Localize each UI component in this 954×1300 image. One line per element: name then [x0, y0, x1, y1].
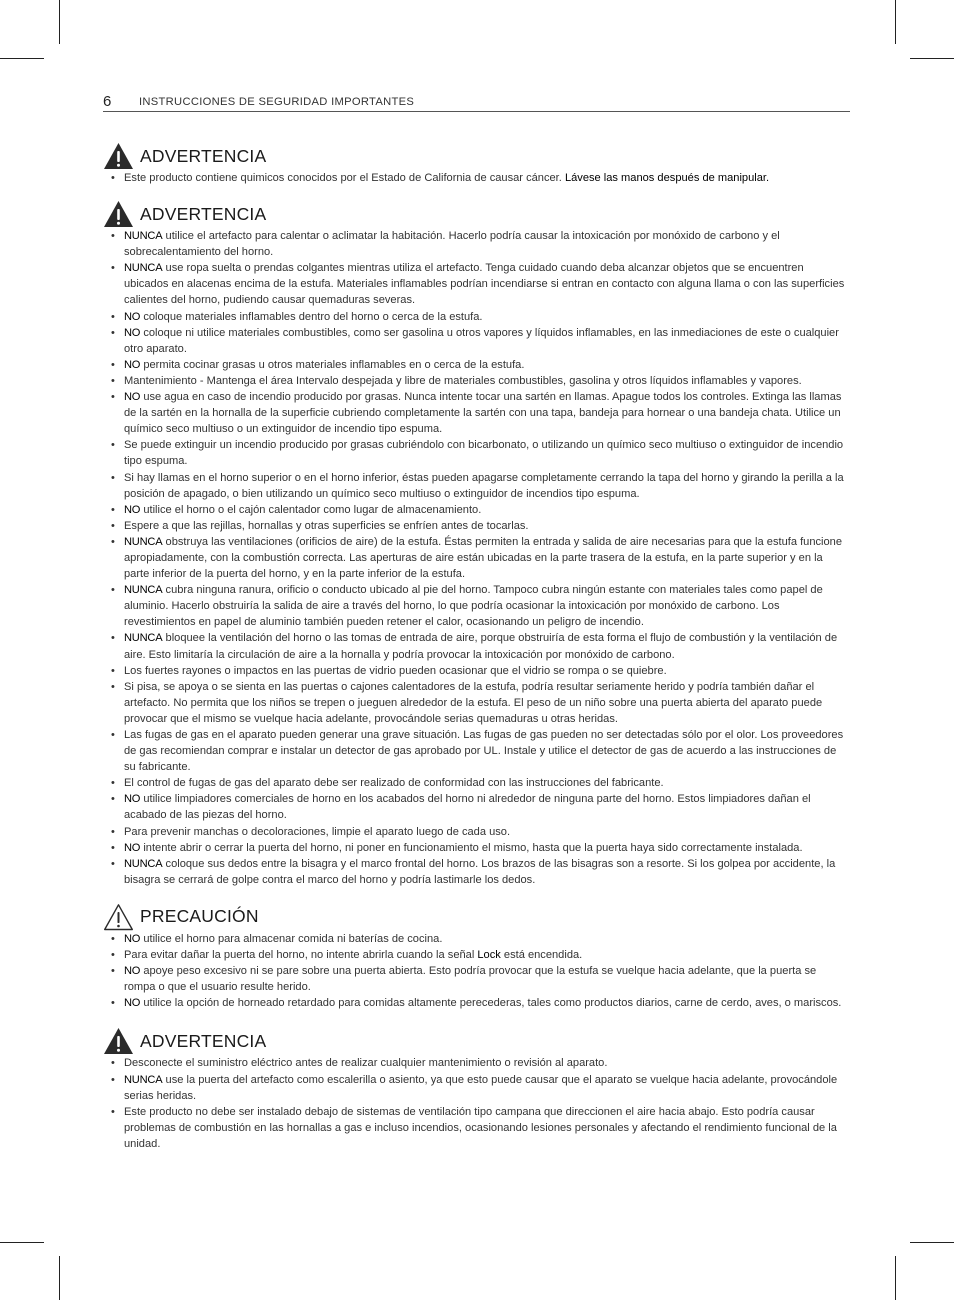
emphasis-text: Lock	[477, 949, 501, 962]
section-header	[103, 142, 850, 170]
item-text: use la puerta del artefacto como escalerilla o asiento, ya que esto puede causar que el aparato se vuelque hacia adelante, provocándole serias heridas.	[124, 1073, 838, 1102]
bullet-list	[103, 170, 850, 186]
list-item	[103, 1104, 850, 1152]
safety-content	[103, 142, 850, 1152]
list-item	[103, 582, 850, 630]
list-item	[103, 824, 850, 840]
item-text: utilice el horno para almacenar comida ni baterías de cocina.	[140, 932, 443, 945]
item-text: permita cocinar grasas u otros materiales inflamables en o cerca de la estufa.	[140, 358, 525, 371]
item-text: apoye peso excesivo ni se pare sobre una puerta abierta. Esto podría provocar que la estufa se vuelque hacia adelante, que la puerta se rompa o que el usuario resulte herido.	[124, 965, 817, 994]
item-text: Se puede extinguir un incendio producido por grasas cubriéndolo con bicarbonato, o utilizando un químico seco multiuso o extinguidor de incendio tipo espuma.	[124, 439, 844, 468]
list-item	[103, 840, 850, 856]
list-item	[103, 373, 850, 389]
keyword: NO	[124, 391, 141, 404]
item-text: utilice limpiadores comerciales de horno en los acabados del horno ni alrededor de ninguna parte del horno. Estos limpiadores dañan el acabado de las piezas del horno.	[124, 793, 811, 822]
list-item	[103, 502, 850, 518]
item-text: coloque sus dedos entre la bisagra y el marco frontal del horno. Los brazos de las bisagras son a resorte. Si los golpea por accidente, la bisagra se cerrará de golpe contra el marco del horno y podría lastimarle los dedos.	[124, 857, 836, 886]
emphasis-text: Lávese las manos después de manipular.	[564, 172, 770, 184]
keyword: NUNCA	[124, 262, 163, 275]
keyword: NUNCA	[124, 230, 163, 243]
item-text: cubra ninguna ranura, orificio o conducto ubicado al pie del horno. Tampoco cubra ningún estante con materiales tales como papel de aluminio. Hacerlo obstruiría la salida de aire a través del horno, lo que podría ocasionar la intoxicación por monóxido de carbono. Los revestimientos en papel de aluminio también pueden retener el calor, ocasionando un peligro de incendio.	[124, 584, 823, 629]
crop-mark	[0, 58, 44, 59]
keyword: NO	[124, 932, 141, 945]
item-text: El control de fugas de gas del aparato debe ser realizado de conformidad con las instrucciones del fabricante.	[124, 777, 664, 790]
safety-section	[103, 903, 850, 1011]
item-text: Este producto contiene quimicos conocidos por el Estado de California de causar cáncer.	[124, 172, 565, 184]
list-item	[103, 534, 850, 582]
list-item	[103, 357, 850, 373]
list-item	[103, 775, 850, 791]
list-item	[103, 630, 850, 662]
list-item	[103, 1072, 850, 1104]
item-text: coloque materiales inflamables dentro del horno o cerca de la estufa.	[140, 310, 483, 323]
section-title: PRECAUCIÓN	[140, 906, 259, 927]
keyword: NO	[124, 503, 141, 516]
list-item	[103, 309, 850, 325]
keyword: NO	[124, 965, 141, 978]
crop-mark	[895, 1256, 896, 1300]
list-item	[103, 791, 850, 823]
item-text: utilice el artefacto para calentar o aclimatar la habitación. Hacerlo podría causar la intoxicación por monóxido de carbono y el sobrecalentamiento del horno.	[124, 230, 780, 259]
keyword: NO	[124, 841, 141, 854]
list-item	[103, 727, 850, 775]
item-text: coloque ni utilice materiales combustibles, como ser gasolina u otros vapores y líquidos inflamables, en las inmediaciones de este o cualquier otro aparato.	[124, 326, 839, 355]
item-text: Las fugas de gas en el aparato pueden generar una grave situación. Las fugas de gas pueden no ser detectadas sólo por el olor. Los proveedores de gas recomiendan comprar e instalar un detector de gas aprobado por UL. Instale y utilice el detector de gas de acuerdo a las instrucciones de su fabricante.	[124, 729, 844, 774]
keyword: NUNCA	[124, 1073, 163, 1086]
section-title: ADVERTENCIA	[140, 145, 267, 166]
section-header	[103, 1027, 850, 1055]
safety-section	[103, 142, 850, 186]
item-text: bloquee la ventilación del horno o las tomas de entrada de aire, porque obstruiría de esta forma el flujo de combustión y la ventilación de aire. Esto limitaría la circulación de aire a la hornalla y podría provocar la intoxicación por monóxido de carbono.	[124, 632, 838, 661]
bullet-list	[103, 931, 850, 1011]
keyword: NO	[124, 997, 141, 1010]
list-item	[103, 437, 850, 469]
crop-mark	[910, 58, 954, 59]
page-number: 6	[103, 93, 112, 110]
safety-section	[103, 1027, 850, 1152]
section-title: ADVERTENCIA	[140, 1030, 267, 1051]
list-item	[103, 228, 850, 260]
item-text: Si pisa, se apoya o se sienta en las puertas o cajones calentadores de la estufa, podría resultar seriamente herido y podría también dañar el artefacto. No permita que los niños se trepen o jueguen alrededor de la estufa. El peso de un niño sobre una puerta abierta del aparato puede provocar que el mismo se vuelque hacia adelante, provocándole serias quemaduras u otras heridas.	[124, 680, 823, 725]
section-title: ADVERTENCIA	[140, 203, 267, 224]
crop-mark	[59, 1256, 60, 1300]
item-text: use agua en caso de incendio producido por grasas. Nunca intente tocar una sartén en llamas. Apague todos los controles. Extinga las llamas de la sartén en la hornalla de la superficie cubriendo completamente la sartén con una tapa, bandeja para hornear o una bandeja chata. Utilice un químico seco multiuso o un extinguidor de incendio tipo espuma.	[124, 391, 842, 436]
list-item	[103, 389, 850, 437]
crop-mark	[895, 0, 896, 44]
list-item	[103, 856, 850, 888]
item-text: Si hay llamas en el horno superior o en el horno inferior, éstas pueden apagarse completamente cerrando la tapa del horno y girando la perilla a la posición de apagado, o bien utilizando un químico seco multiuso o extinguidor de incendios tipo espuma.	[124, 471, 844, 500]
list-item	[103, 963, 850, 995]
crop-mark	[59, 0, 60, 44]
item-text: Mantenimiento - Mantenga el área Intervalo despejada y libre de materiales combustibles, gasolina y otros líquidos inflamables y vapores.	[124, 374, 802, 387]
keyword: NUNCA	[124, 857, 163, 870]
item-text: Este producto no debe ser instalado debajo de sistemas de ventilación tipo campana que direccionen el aire hacia abajo. Esto podría causar problemas de combustión en las hornallas a gas e incluso incendios, ocasionando lesiones personales y afectando el rendimiento funcional de la unidad.	[124, 1105, 837, 1150]
item-text-tail: está encendida.	[500, 949, 583, 962]
list-item	[103, 679, 850, 727]
list-item	[103, 995, 850, 1011]
warning-filled-icon	[103, 200, 140, 228]
running-header: INSTRUCCIONES DE SEGURIDAD IMPORTANTES	[139, 96, 415, 108]
item-text: intente abrir o cerrar la puerta del horno, ni poner en funcionamiento el mismo, hasta que la puerta haya sido correctamente instalada.	[140, 841, 803, 854]
keyword: NUNCA	[124, 535, 163, 548]
item-text: Espere a que las rejillas, hornallas y otras superficies se enfríen antes de tocarlas.	[124, 519, 529, 532]
item-text: utilice la opción de horneado retardado para comidas altamente perecederas, tales como productos diarios, carne de cerdo, aves, o mariscos.	[140, 997, 842, 1010]
keyword: NO	[124, 326, 141, 339]
caution-outline-icon	[103, 903, 140, 931]
warning-filled-icon	[103, 1027, 140, 1055]
list-item	[103, 325, 850, 357]
item-text: utilice el horno o el cajón calentador como lugar de almacenamiento.	[140, 503, 482, 516]
list-item	[103, 170, 850, 186]
keyword: NO	[124, 793, 141, 806]
item-text: Para prevenir manchas o decoloraciones, limpie el aparato luego de cada uso.	[124, 825, 511, 838]
keyword: NUNCA	[124, 632, 163, 645]
list-item	[103, 931, 850, 947]
item-text: Los fuertes rayones o impactos en las puertas de vidrio pueden ocasionar que el vidrio se rompa o se quiebre.	[124, 664, 667, 677]
item-text: use ropa suelta o prendas colgantes mientras utiliza el artefacto. Tenga cuidado cuando deba alcanzar objetos que se encuentren ubicados en alacenas encima de la estufa. Materiales inflamables podrían incendiarse si entran en contacto con alguna llama o con las superficies calientes del horno, pudiendo causar quemaduras severas.	[124, 262, 845, 307]
safety-section	[103, 200, 850, 888]
list-item	[103, 1055, 850, 1071]
bullet-list	[103, 1055, 850, 1152]
item-text: Desconecte el suministro eléctrico antes de realizar cualquier mantenimiento o revisión al aparato.	[124, 1057, 608, 1070]
bullet-list	[103, 228, 850, 888]
header-rule	[103, 111, 850, 112]
keyword: NO	[124, 310, 141, 323]
list-item	[103, 663, 850, 679]
keyword: NO	[124, 358, 141, 371]
keyword: NUNCA	[124, 584, 163, 597]
list-item	[103, 470, 850, 502]
list-item	[103, 260, 850, 308]
section-header	[103, 200, 850, 228]
crop-mark	[0, 1242, 44, 1243]
crop-mark	[910, 1242, 954, 1243]
item-text: obstruya las ventilaciones (orificios de aire) de la estufa. Éstas permiten la entrada y salida de aire necesarias para que la estufa funcione apropiadamente, con la combustión correcta. Las aperturas de aire están ubicadas en la parte trasera de la estufa, en la parte superior y en la parte inferior de la puerta del horno, y en la parte inferior de la estufa.	[124, 535, 843, 581]
warning-filled-icon	[103, 142, 140, 170]
list-item	[103, 947, 850, 963]
list-item	[103, 518, 850, 534]
item-text: Para evitar dañar la puerta del horno, no intente abrirla cuando la señal	[124, 949, 478, 962]
section-header	[103, 903, 850, 931]
